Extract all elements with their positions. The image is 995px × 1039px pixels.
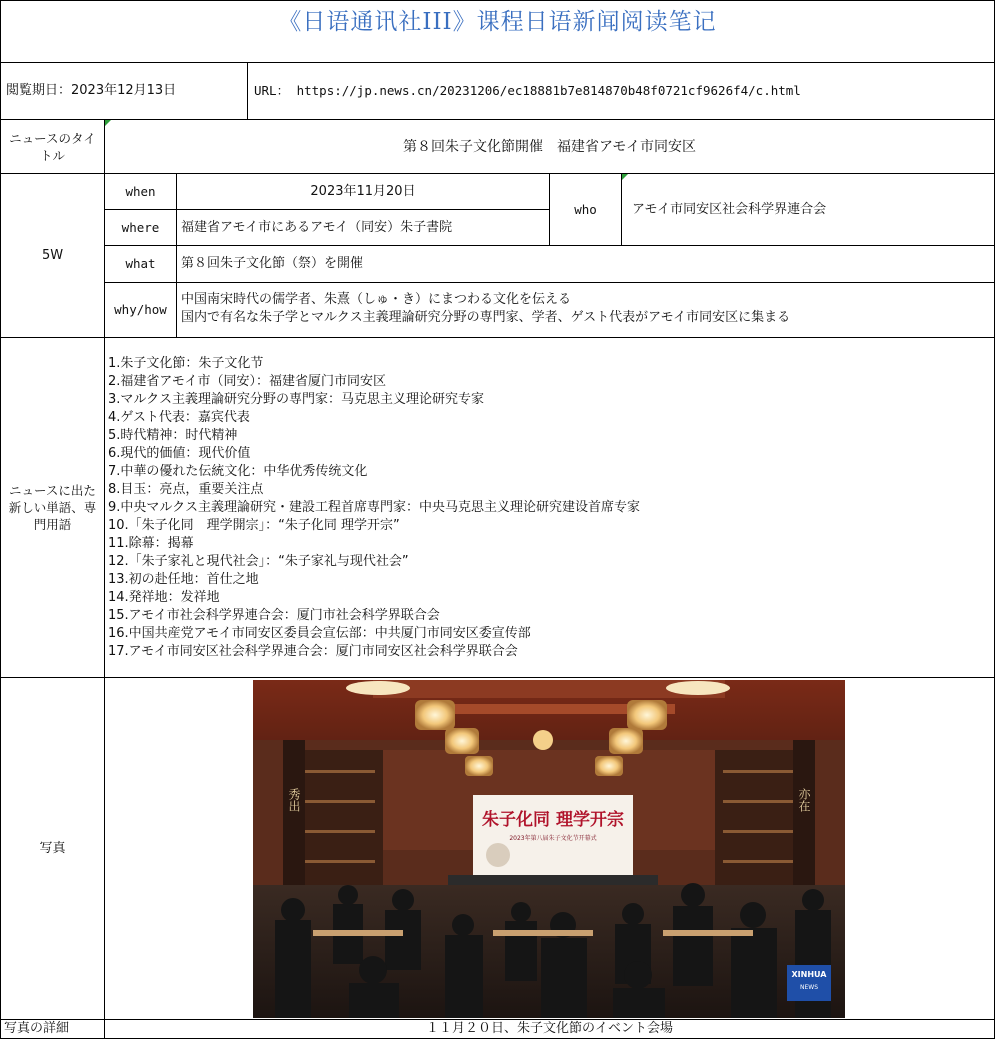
watermark-top: XINHUA xyxy=(791,970,827,979)
why-how-value xyxy=(176,282,995,338)
photo-label: 写真 xyxy=(0,677,105,1020)
terms-list xyxy=(108,355,994,661)
pillar-right-text: 亦在 xyxy=(797,788,811,812)
watermark-bottom: NEWS xyxy=(799,984,819,991)
news-title-text: 第８回朱子文化節開催 福建省アモイ市同安区 xyxy=(402,138,697,155)
term-item: 16.中国共産党アモイ市同安区委員会宣伝部：中共厦门市同安区委宣传部 xyxy=(108,626,531,641)
term-item: 17.アモイ市同安区社会科学界連合会：厦门市同安区社会科学界联合会 xyxy=(108,644,518,659)
where-value: 福建省アモイ市にあるアモイ（同安）朱子書院 xyxy=(176,209,550,246)
photo-detail-label: 写真の詳細 xyxy=(0,1019,105,1039)
cell-marker xyxy=(105,120,111,126)
term-item: 14.発祥地：发祥地 xyxy=(108,590,220,605)
term-item: 9.中央マルクス主義理論研究・建設工程首席専門家：中央马克思主义理论研究建设首席专家 xyxy=(108,500,641,515)
terms-cell xyxy=(104,337,995,678)
what-value: 第８回朱子文化節（祭）を開催 xyxy=(176,245,995,283)
news-title-label: ニュースのタイトル xyxy=(0,119,105,174)
term-item: 5.時代精神：时代精神 xyxy=(108,428,238,443)
pillar-left-text: 秀出 xyxy=(287,788,301,812)
term-item: 12.「朱子家礼と現代社会」：“朱子家礼与现代社会” xyxy=(108,554,409,569)
term-item: 1.朱子文化節：朱子文化节 xyxy=(108,356,264,371)
who-value xyxy=(621,173,995,246)
when-value: 2023年11月20日 xyxy=(176,173,550,210)
term-item: 13.初の赴任地：首仕之地 xyxy=(108,572,259,587)
when-label: when xyxy=(104,173,177,210)
banner-title: 朱子化同 理学开宗 xyxy=(482,810,624,830)
term-item: 3.マルクス主義理論研究分野の専門家：马克思主义理论研究专家 xyxy=(108,392,485,407)
why-how-label: why/how xyxy=(104,282,177,338)
banner-subtitle: 2023年第八届朱子文化节开幕式 xyxy=(509,835,597,842)
fivew-label: 5W xyxy=(0,173,105,338)
term-item: 15.アモイ市社会科学界連合会：厦门市社会科学界联合会 xyxy=(108,608,440,623)
what-label: what xyxy=(104,245,177,283)
how-line: 国内で有名な朱子学とマルクス主義理論研究分野の専門家、学者、ゲスト代表がアモイ市同安区に集まる xyxy=(181,310,791,325)
page-title: 《日语通讯社III》课程日语新闻阅读笔记 xyxy=(0,0,995,62)
term-item: 4.ゲスト代表：嘉宾代表 xyxy=(108,410,250,425)
photo-detail-value: １１月２０日、朱子文化節のイベント会場 xyxy=(104,1019,995,1039)
source-url[interactable]: URL： https://jp.news.cn/20231206/ec18881b7e814870b48f0721cf9626f4/c.html xyxy=(247,62,995,120)
cell-marker xyxy=(622,174,628,180)
term-item: 8.目玉：亮点，重要关注点 xyxy=(108,482,264,497)
where-label: where xyxy=(104,209,177,246)
why-line: 中国南宋時代の儒学者、朱熹（しゅ・き）にまつわる文化を伝える xyxy=(181,292,572,307)
term-item: 6.現代的価値：现代价值 xyxy=(108,446,251,461)
who-text: アモイ市同安区社会科学界連合会 xyxy=(632,201,827,217)
term-item: 2.福建省アモイ市（同安）：福建省厦门市同安区 xyxy=(108,374,386,389)
who-label: who xyxy=(549,173,622,246)
browse-date: 閲覧期日：2023年12月13日 xyxy=(0,62,248,120)
term-item: 11.除幕：揭幕 xyxy=(108,536,194,551)
terms-label: ニュースに出た新しい単語、専門用語 xyxy=(0,337,105,678)
event-photo xyxy=(253,680,845,1018)
news-title-value xyxy=(104,119,995,174)
term-item: 10.「朱子化同 理学開宗」：“朱子化同 理学开宗” xyxy=(108,518,400,533)
term-item: 7.中華の優れた伝統文化：中华优秀传统文化 xyxy=(108,464,368,479)
